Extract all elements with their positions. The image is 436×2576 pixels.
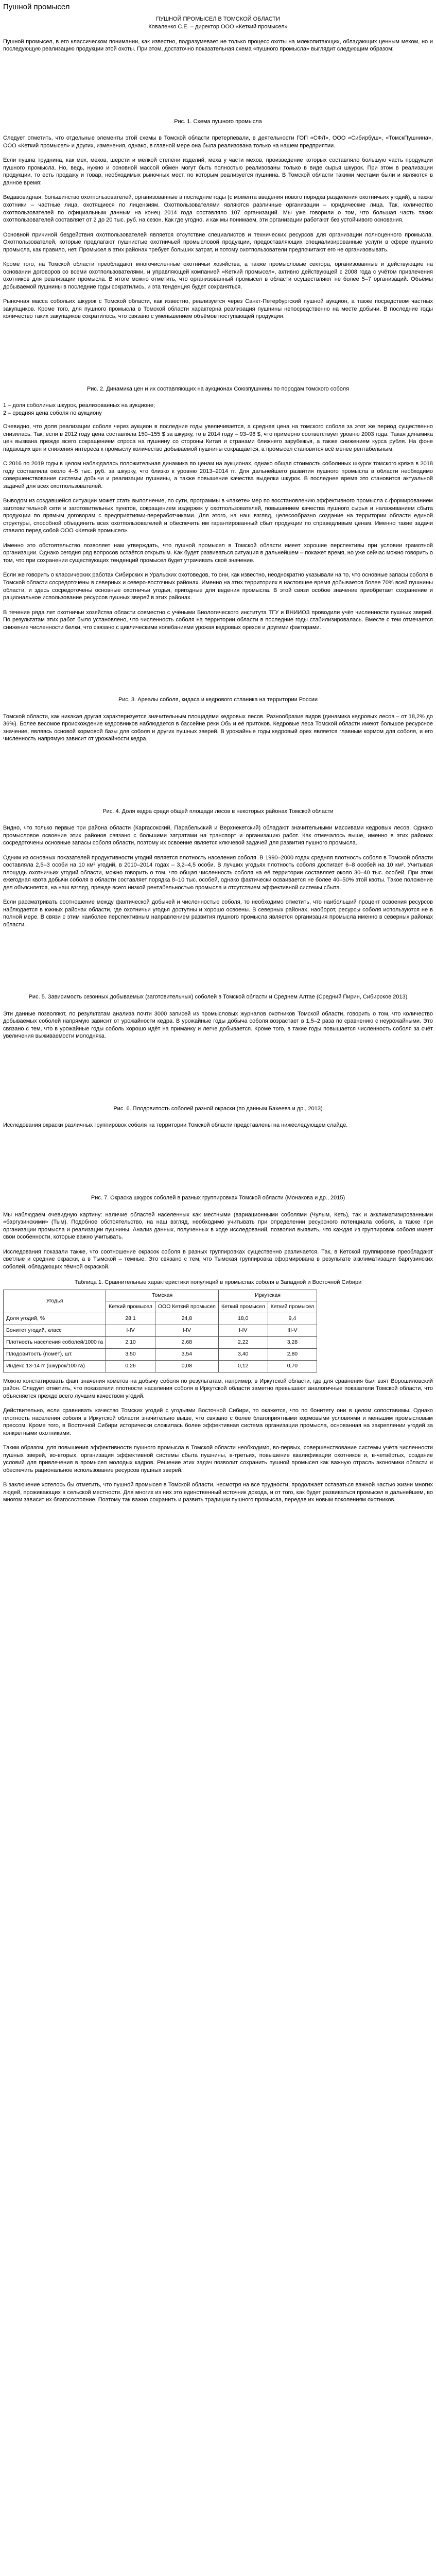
table-cell: 28,1 <box>106 1313 155 1325</box>
paragraph: Выводом из создавшейся ситуации может стать выполнение, по сути, программы в «пакете» мер по восстановлению эффективного промысла с формированием заготовительной сети и заготовительных пунктов, сокращением издержек у охотпользователей, повышением качества пушного сырья и налаживанием сбыта продукции по прямым договорам с предприятиями-переработчиками. Для этого, на наш взгляд, целесообразно создание на территории области единой структуры, способной объединить всех охотпользователей и обеспечить им гарантированный сбыт продукции по справедливым ценам. Именно такие задачи ставило перед собой ООО «Кеткий промысел». <box>3 498 433 534</box>
table-cell: I-IV <box>106 1325 155 1337</box>
table-cell: Плодовитость (помёт), шт. <box>4 1348 106 1360</box>
figure-image <box>18 755 419 805</box>
paragraph: Если рассматривать соотношение между фактической добычей и численностью соболя, то необходимо отметить, что наибольший процент освоения ресурсов наблюдается в южных районах области, где охотничьи угодья доступны и хорошо освоены. В северных районах, наоборот, ресурсы соболя используются не в полной мере. В связи с этим наиболее перспективным направлением развития пушного промысла является организация промысла именно в северных районах области. <box>3 899 433 928</box>
doc-title: ПУШНОЙ ПРОМЫСЕЛ В ТОМСКОЙ ОБЛАСТИ <box>156 15 280 22</box>
doc-author: Коваленко С.Е. – директор ООО «Кеткий промысел» <box>148 24 288 30</box>
table-cell: 24,8 <box>155 1313 218 1325</box>
table-cell: 2,10 <box>106 1337 155 1349</box>
article-closing <box>3 1378 433 1504</box>
figure <box>3 1137 433 1202</box>
table-body <box>4 1313 317 1372</box>
figure-image <box>18 333 419 382</box>
table-row <box>4 1360 317 1372</box>
paragraph: Эти данные позволяют, по результатам анализа почти 3000 записей из промысловых журналов охотников Томской области, говорить о том, что количество добываемых соболей напрямую зависит от урожайности кедра. В урожайные годы добыча соболя возрастает в 1,5–2 раза по сравнению с неурожайными. Это связано с тем, что в урожайные годы соболь хорошо идёт на приманку и легче добывается. Кроме того, в такие годы повышается численность соболя за счёт увеличения выживаемости молодняка. <box>3 1010 433 1040</box>
table-header-cell: Угодья <box>4 1290 106 1313</box>
paragraph: В течение ряда лет охотничьи хозяйства области совместно с учёными Биологического института ТГУ и ВНИИОЗ проводили учёт численности пушных зверей. По результатам этих работ было установлено, что численность соболя на территории области в последние годы стабилизировалась. Вместе с тем отмечается снижение численности белки, что связано с циклическими колебаниями урожая кедровых орехов и другими факторами. <box>3 609 433 631</box>
site-title: Пушной промысел <box>3 3 70 11</box>
figure-image <box>18 643 419 693</box>
figure <box>3 1047 433 1113</box>
table-cell: I-IV <box>155 1325 218 1337</box>
figure-caption: Рис. 4. Доля кедра среди общей площади лесов в некоторых районах Томской области <box>102 808 334 815</box>
paragraph: Пушной промысел, в его классическом понимании, как известно, подразумевает не только процесс охоты на млекопитающих, обладающих ценным мехом, но и последующую реализацию продукции этой охоты. При этом, достаточно показательная схема «пушного промысла» выглядит следующим образом: <box>3 38 433 53</box>
figure-caption: Рис. 5. Зависимость сезонных добываемых (заготовительных) соболей в Томской области и Среднем Алтае (Средний Пирин, Сибирское 2013) <box>28 994 408 1001</box>
comparison-table <box>3 1290 317 1372</box>
table-header-cell: Кеткий промысел <box>268 1301 317 1313</box>
figure-image <box>18 1142 419 1191</box>
figure-caption: Рис. 1. Схема пушного промысла <box>174 118 262 125</box>
paragraph: Следует отметить, что отдельные элементы этой схемы в Томской области претерпевали, в деятельности ГОП «СФЛ», ООО «Сибирбуш», «ТомскПушнина», ООО «Кеткий промысел» и других, изменения, однако, в главной мере она была реализована только на нашем предприятии. <box>3 135 433 149</box>
paragraph: Если пушна труднина, как мех, мехов, шерсти и мелкой степени изделий, меха у части мехов, произведение которых составляло большую часть продукции пушного промысла. Но, ведь, нужно и основной массой обмен могут быть полностью реализованы только в виде сырья шкурок. При этом в реализации продукции, то есть продажу и товар, необходимых рыночных мест, по которым реализуется пушнина. В Томской области такими местами были и являются в данное время: <box>3 157 433 186</box>
table-cell: 9,4 <box>268 1313 317 1325</box>
table-header-cell: Томская <box>106 1290 219 1301</box>
figure <box>3 328 433 393</box>
paragraph: Исследования окраски различных группировок соболя на территории Томской области представлены на нижеследующем слайде. <box>3 1122 348 1129</box>
table-cell: Доля угодий, % <box>4 1313 106 1325</box>
legend-line: 1 – доля соболиных шкурок, реализованных на аукционе; <box>3 402 155 409</box>
table-cell: 0,12 <box>218 1360 268 1372</box>
table-row <box>4 1348 317 1360</box>
table-header-cell: ООО Кеткий промысел <box>155 1301 218 1313</box>
paragraph: В заключение хотелось бы отметить, что пушной промысел в Томской области, несмотря на все трудности, продолжает оставаться важной частью жизни многих людей, проживающих в сельской местности. Для многих из них это единственный источник дохода, и от того, как будет развиваться промысел в дальнейшем, во многом зависит их благосостояние. Поэтому так важно сохранить и развить традиции пушного промысла, передав их новым поколениям охотников. <box>3 1482 433 1503</box>
table-caption: Таблица 1. Сравнительные характеристики популяций в промыслах соболя в Западной и Восточной Сибири <box>74 1279 362 1286</box>
figure-image <box>18 65 419 115</box>
table-row <box>4 1313 317 1325</box>
paragraph: Очевидно, что доля реализации соболя через аукцион в последние годы увеличивается, а средняя цена на томского соболя за этот же период существенно снизилась. Так, если в 2012 году цена составляла 150–155 $ за шкурку, то в 2014 году – 93–96 $, что примерно соответствует уровню 2003 года. Такая динамика цен вызвана прежде всего сокращением спроса на пушнину со стороны Китая и странами ближнего зарубежья, а также снижением курса рубля. На фоне падающих цен и снижения интереса к промыслу количество добываемой пушнины сокращается, а промысел становится всё менее рентабельным. <box>3 423 433 452</box>
paragraph: Основной причиной бездействия охотпользователей является отсутствие специалистов и технических ресурсов для организации полноценного промысла. Охотпользователей, которые предлагают пушнистые охотничьей промысловой продукции, предоставляющих специализированные услуги в сфере пушного промысла, как правило, нет. Промысел в этих районах требует больших затрат, и потому охотпользователи предпочитают его не организовывать. <box>3 231 433 253</box>
table-cell: 0,26 <box>106 1360 155 1372</box>
figure-image <box>18 941 419 990</box>
paragraph: Если же говорить о классических работах Сибирских и Уральских охотоведов, то они, как известно, неоднократно указывали на то, что основные запасы соболя в Томской области сосредоточены в северных и северо-восточных районах. Именно на этих территориях в настоящее время добывается более 70% всей пушнины области, и здесь сосредоточены основные охотничьи угодья, пригодные для ведения промысла. В этой связи особое значение приобретает сохранение и рациональное использование ресурсов пушных зверей в этих районах. <box>3 572 433 601</box>
figure <box>3 936 433 1001</box>
table-row <box>4 1337 317 1349</box>
paragraph: Видно, что только первые три района области (Каргасокский, Парабельский и Верхнекетский) обладают значительными массивами кедровых лесов. Однако промысловое освоение этих районов связано с большими затратами на транспорт и организацию работ. Как отмечалось выше, именно в этих районах сосредоточены основные запасы соболя области, поэтому их освоение является ключевой задачей для развития пушного промысла. <box>3 825 433 846</box>
table-cell: I-IV <box>218 1325 268 1337</box>
table-cell: 3,28 <box>268 1337 317 1349</box>
figure-image <box>18 1053 419 1102</box>
figure <box>3 638 433 704</box>
table-header-cell: Кеткий промысел <box>218 1301 268 1313</box>
table-cell: Индекс 13-14 гг (шкурок/100 га) <box>4 1360 106 1372</box>
article-body <box>3 38 433 1270</box>
table-cell: Плотность населения соболей/1000 га <box>4 1337 106 1349</box>
table-cell: 3,54 <box>155 1348 218 1360</box>
table-header-cell: Иркутская <box>218 1290 317 1301</box>
legend-line: 2 – средняя цена соболя по аукциону <box>3 410 102 416</box>
paragraph: Именно это обстоятельство позволяет нам утверждать, что пушной промысел в Томской области имеет хорошие перспективы при условии грамотной организации. Однако сегодня ряд вопросов остаётся открытым. Как будет развиваться ситуация в дальнейшем – покажет время, но уже сейчас можно говорить о том, что при сохранении существующих тенденций промысел будет утрачивать своё значение. <box>3 542 433 564</box>
table-row <box>4 1325 317 1337</box>
paragraph: Рыночная масса собольих шкурок с Томской области, как известно, реализуется через Санкт-Петербургский пушной аукцион, а также посредством частных закупщиков. Кроме того, для пушного промысла в Томской области характерна реализация пушнины непосредственно на месте добычи. В последние годы количество таких закупщиков сократилось, что связано с уменьшением объёмов поступающей продукции. <box>3 298 433 320</box>
table-cell: 3,50 <box>106 1348 155 1360</box>
table-cell: III-V <box>268 1325 317 1337</box>
paragraph: Ведавовидная: большинство охотпользователей, организованные в последние годы (с момента введения нового порядка разделения охотничьих угодий), а также охотники – частные лица, охотящиеся по лицензиям. Охотпользователями являются различные организации – юридические лица. Так, количество охотпользователей по официальным данным на конец 2014 года составляло 107 организаций. Мы уже говорили о том, что большая часть таких охотпользователей составляет от 2 до 20 тыс. руб. на сезон. Как где угодно, и как мы понимаем, эти организации работают без устойчивого основания. <box>3 194 433 224</box>
table-cell: 2,22 <box>218 1337 268 1349</box>
paragraph: Мы наблюдаем очевидную картину: наличие областей населенных как местными (вариационными соболями (Чулым, Кеть), так и акклиматизированными «баргузинскими» (Тым). Подобное обстоятельство, на наш взгляд, необходимо учитывать при определении ресурсного потенциала соболя, а также при организации промысла и реализации пушнины. Анализ данных, полученных в ходе исследований, позволил выявить, что каждая из группировок соболя имеет свои особенности, которые важно учитывать. <box>3 1211 433 1241</box>
figure-caption: Рис. 2. Динамика цен и их составляющих на аукционах Союзпушнины по породам томского соболя <box>86 385 350 392</box>
paragraph: Можно констатировать факт значения кометов на добычу соболя по результатам, например, в Иркутской области, где для сравнения был взят Ворошиловский район. Следует отметить, что показатели плотности населения соболя в Иркутской области заметно превышают аналогичные показатели Томской области, что объясняется прежде всего лучшим качеством угодий. <box>3 1378 433 1399</box>
paragraph: Таким образом, для повышения эффективности пушного промысла в Томской области необходимо, во-первых, совершенствование системы учёта численности пушных зверей, во-вторых, организация эффективной системы сбыта пушнины, в-третьих, повышение квалификации охотников и, в-четвёртых, создание условий для привлечения в промысел молодых кадров. Решение этих задач позволит сохранить пушной промысел как важную отрасль экономики области и обеспечить рациональное использование ресурсов пушных зверей. <box>3 1445 433 1473</box>
paragraph: Исследования показали также, что соотношение окрасок соболя в разных группировках существенно различается. Так, в Кетской группировке преобладают светлые и средние окраски, а в Тымской – тёмные. Это связано с тем, что Тымская группировка сформирована в результате акклиматизации баргузинских соболей, обладающих тёмной окраской. <box>3 1248 433 1270</box>
table-cell: 0,70 <box>268 1360 317 1372</box>
paragraph: Одним из основных показателей продуктивности угодий является плотность населения соболя. В 1990–2000 годах средняя плотность соболя в Томской области составляла 2,5–3 особи на 10 км² угодий, в 2010–2014 годах – 3,2–4,5 особи. В лучших угодьях плотность соболя достигает 6–8 особей на 10 км². Учитывая площадь охотничьих угодий области, можно говорить о том, что общая численность соболя на её территории составляет около 30–40 тыс. особей. При этом ежегодная квота добычи соболя в области составляет порядка 8–10 тыс. особей, однако фактически осваивается не более 40–50% этой квоты. Такое положение дел объясняется, на наш взгляд, прежде всего низкой рентабельностью промысла и отсутствием эффективной системы сбыта. <box>3 854 433 891</box>
figure <box>3 60 433 126</box>
table-cell: 2,68 <box>155 1337 218 1349</box>
figure-legend <box>3 402 433 417</box>
paragraph: Томской области, как никакая другая характеризуется значительным площадями кедровых лесов. Разнообразие видов (динамика кедровых лесов – от 18,2% до 36%). Более весомое происхождение кедровников наблюдается в бассейне реки Обь и её притоков. Кедровые леса Томской области имеют большое ресурсное значение, являясь основой кормовой базы для соболя и других пушных зверей. В урожайные годы кедровый орех является главным кормом для соболя, и его численность напрямую зависит от урожайности кедра. <box>3 713 433 742</box>
figure-caption: Рис. 3. Ареалы соболя, кидаса и кедрового стланика на территории России <box>118 697 318 703</box>
table-cell: 3,40 <box>218 1348 268 1360</box>
table-header-cell: Кеткий промысел <box>106 1301 155 1313</box>
figure-caption: Рис. 7. Окраска шкурок соболей в разных группировках Томской области (Монакова и др., 2015) <box>91 1194 345 1201</box>
figure-caption: Рис. 6. Плодовитость соболей разной окраски (по данным Бахеева и др., 2013) <box>113 1105 323 1112</box>
table-header-row <box>4 1290 317 1301</box>
paragraph: Действительно, если сравнивать качество Томских угодий с угодьями Восточной Сибири, то окажется, что по бонитету они в целом сопоставимы. Однако плотность населения соболя в Иркутской области значительно выше, что связано с более благоприятными кормовыми условиями и меньшим промысловым прессом. Кроме того, в Восточной Сибири исторически сложилась более эффективная система организации промысла, основанная на закреплении угодий за конкретными охотниками. <box>3 1408 433 1436</box>
table-cell: 18,0 <box>218 1313 268 1325</box>
table-cell: Бонитет угодий, класс <box>4 1325 106 1337</box>
table-cell: 2,80 <box>268 1348 317 1360</box>
figure <box>3 750 433 816</box>
paragraph: С 2016 по 2019 годы в целом наблюдалась положительная динамика по ценам на аукционах, однако общая стоимость соболиных шкурок томского кряжа в 2018 году составляла около 4–5 тыс. руб. за шкурку, что близко к уровню 2013–2014 гг. Для дальнейшего развития пушного промысла в области необходимо совершенствование системы добычи и реализации пушнины, а также повышение качества выделки шкурок. В последнее время это становится актуальной задачей для всех охотпользователей. <box>3 461 433 489</box>
paragraph: Кроме того, на Томской области преобладают многочисленные охотничьи хозяйства, а также промысловые сектора, организованные и действующие на основании договоров со всеми охотпользователями, и управляющей компанией «Кеткий промысел», активно действующей с 2008 года с учётом привлечения охотников для реализации промысла. В итоге можно отметить, что организованный промысел в области осуществляют не более 5–7 организаций. Объёмы добываемой пушнины в последние годы сократились, и эта тенденция будет сохраняться. <box>3 261 433 290</box>
table-cell: 0,08 <box>155 1360 218 1372</box>
